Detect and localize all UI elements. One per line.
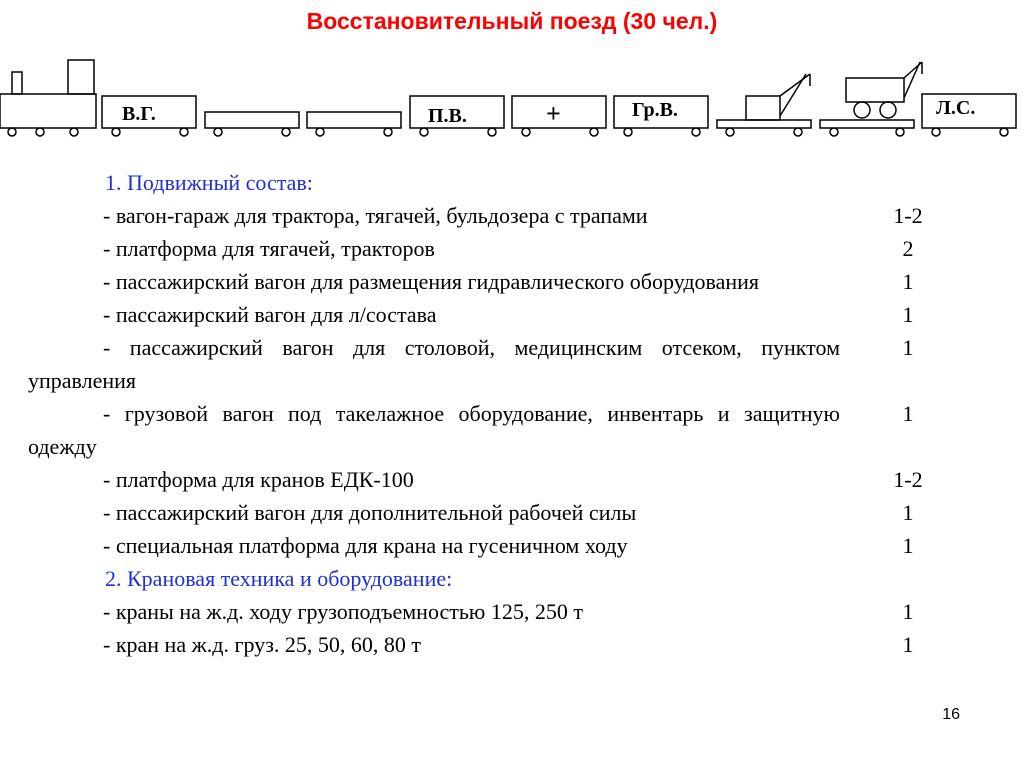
car-ls [922,94,1016,136]
car-grv [614,96,708,136]
item-text: - специальная платформа для крана на гусеничном ходу [103,533,628,558]
item-text: - платформа для кранов ЕДК-100 [103,467,414,492]
platform-car-1 [205,112,299,136]
item-quantity: 1 [902,599,914,624]
item-text: - вагон-гараж для трактора, тягачей, бульдозера с трапами [103,203,648,228]
car-vg-label: В.Г. [122,103,156,125]
item-quantity: 1 [902,632,914,657]
item-quantity: 1 [902,500,914,525]
page-title: Восстановительный поезд (30 чел.) [306,8,718,34]
page-number: 16 [942,706,960,723]
item-text: - пассажирский вагон для л/состава [103,302,437,327]
item-quantity: 1 [902,335,914,360]
list-item [28,298,948,331]
crane-platform-car [717,74,811,136]
item-quantity: 1 [902,401,914,426]
car-pv-label: П.В. [428,105,467,127]
list-item [28,595,948,628]
item-text: - грузовой вагон под такелажное оборудование, инвентарь и защитную одежду [28,401,840,459]
list-item [28,463,948,496]
car-vg [102,96,196,136]
list-item [28,265,948,298]
item-text: - пассажирский вагон для столовой, медицинским отсеком, пунктом управления [28,335,840,393]
item-text: - пассажирский вагон для размещения гидравлического оборудования [103,269,760,294]
list-item [28,628,948,661]
item-text: - пассажирский вагон для дополнительной рабочей силы [103,500,637,525]
item-text: - платформа для тягачей, тракторов [103,236,435,261]
list-item [28,529,948,562]
car-ls-label: Л.С. [936,97,976,119]
item-quantity: 1 [902,533,914,558]
locomotive [0,60,96,136]
item-text: - краны на ж.д. ходу грузоподъемностью 125, 250 т [103,599,583,624]
list-item [28,496,948,529]
item-text: - кран на ж.д. груз. 25, 50, 60, 80 т [103,632,422,657]
item-quantity: 1-2 [893,203,923,228]
train-diagram [0,52,1024,144]
list-item [28,397,948,463]
section-heading-crane-equipment: 2. Крановая техника и оборудование: [105,566,453,591]
car-medical-label: + [546,99,561,128]
item-quantity: 1-2 [893,467,923,492]
list-item [28,331,948,397]
item-quantity: 1 [902,269,914,294]
item-quantity: 1 [902,302,914,327]
car-grv-label: Гр.В. [632,99,678,121]
platform-car-2 [307,112,401,136]
section-heading-rolling-stock: 1. Подвижный состав: [105,170,313,195]
car-pv [410,96,504,136]
list-item [28,232,948,265]
list-item [28,199,948,232]
content-list [28,166,948,661]
crawler-crane-platform-car [820,62,922,136]
car-medical [512,96,606,136]
item-quantity: 2 [902,236,914,261]
